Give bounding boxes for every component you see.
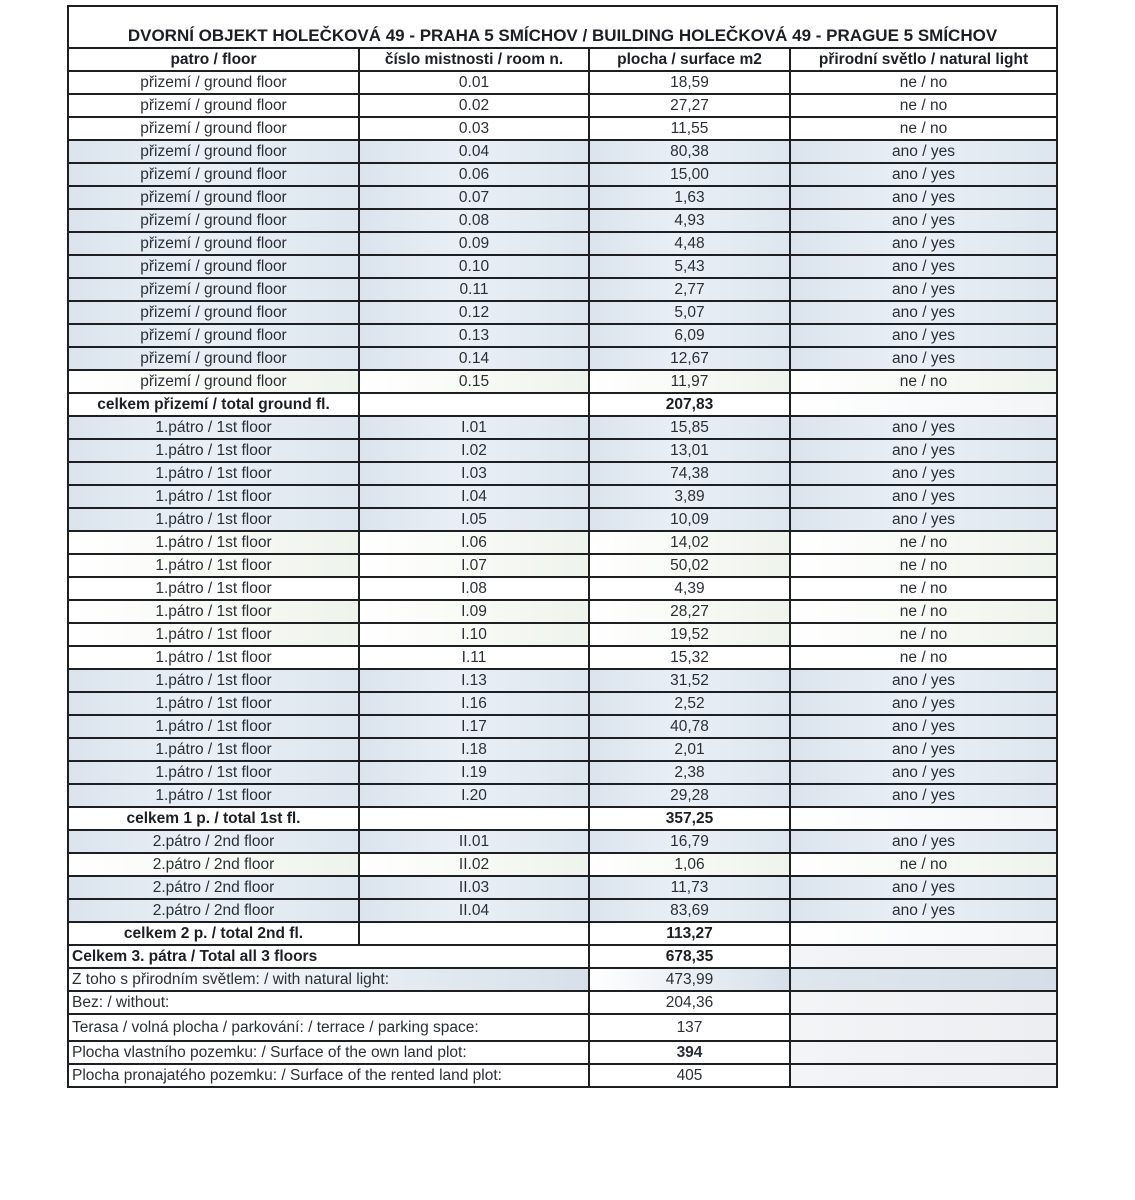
summary-row xyxy=(68,1041,1057,1064)
surface-cell: 11,73 xyxy=(589,876,790,899)
summary-label: Z toho s přirodním světlem: / with natural light: xyxy=(68,968,589,991)
room-number-cell: I.09 xyxy=(359,600,589,623)
natural-light-cell: ano / yes xyxy=(790,738,1057,761)
room-number-cell: 0.02 xyxy=(359,94,589,117)
summary-empty-cell xyxy=(790,1041,1057,1064)
floor-cell: přizemí / ground floor xyxy=(68,370,359,393)
floor-cell: přizemí / ground floor xyxy=(68,71,359,94)
natural-light-cell: ne / no xyxy=(790,370,1057,393)
surface-cell: 83,69 xyxy=(589,899,790,922)
table-row xyxy=(68,577,1057,600)
table-title-row xyxy=(68,6,1057,48)
summary-row xyxy=(68,968,1057,991)
table-header-row xyxy=(68,48,1057,71)
floor-cell: celkem 2 p. / total 2nd fl. xyxy=(68,922,359,945)
header-room-number: číslo mistnosti / room n. xyxy=(359,48,589,71)
natural-light-cell: ne / no xyxy=(790,577,1057,600)
floor-cell: 1.pátro / 1st floor xyxy=(68,646,359,669)
natural-light-cell: ano / yes xyxy=(790,209,1057,232)
surface-cell: 2,38 xyxy=(589,761,790,784)
table-row xyxy=(68,761,1057,784)
room-number-cell: 0.01 xyxy=(359,71,589,94)
summary-row xyxy=(68,945,1057,968)
floor-cell: přizemí / ground floor xyxy=(68,232,359,255)
surface-cell: 2,77 xyxy=(589,278,790,301)
table-row xyxy=(68,416,1057,439)
natural-light-cell: ne / no xyxy=(790,554,1057,577)
table-row xyxy=(68,692,1057,715)
surface-cell: 31,52 xyxy=(589,669,790,692)
room-number-cell: I.13 xyxy=(359,669,589,692)
surface-cell: 11,55 xyxy=(589,117,790,140)
floor-cell: přizemí / ground floor xyxy=(68,140,359,163)
table-row xyxy=(68,278,1057,301)
room-number-cell: 0.07 xyxy=(359,186,589,209)
natural-light-cell: ano / yes xyxy=(790,416,1057,439)
natural-light-cell xyxy=(790,393,1057,416)
table-row xyxy=(68,370,1057,393)
summary-row xyxy=(68,991,1057,1014)
surface-cell: 19,52 xyxy=(589,623,790,646)
natural-light-cell: ano / yes xyxy=(790,899,1057,922)
floor-cell: přizemí / ground floor xyxy=(68,117,359,140)
surface-cell: 29,28 xyxy=(589,784,790,807)
table-row xyxy=(68,508,1057,531)
natural-light-cell: ne / no xyxy=(790,71,1057,94)
summary-label: Bez: / without: xyxy=(68,991,589,1014)
natural-light-cell: ne / no xyxy=(790,531,1057,554)
room-area-sheet xyxy=(67,5,1056,1088)
surface-cell: 15,32 xyxy=(589,646,790,669)
floor-cell: celkem 1 p. / total 1st fl. xyxy=(68,807,359,830)
table-row xyxy=(68,600,1057,623)
subtotal-row xyxy=(68,393,1057,416)
table-row xyxy=(68,347,1057,370)
surface-cell: 80,38 xyxy=(589,140,790,163)
natural-light-cell: ano / yes xyxy=(790,784,1057,807)
surface-cell: 18,59 xyxy=(589,71,790,94)
floor-cell: 2.pátro / 2nd floor xyxy=(68,876,359,899)
room-number-cell: 0.06 xyxy=(359,163,589,186)
table-row xyxy=(68,255,1057,278)
natural-light-cell: ne / no xyxy=(790,623,1057,646)
surface-cell: 4,48 xyxy=(589,232,790,255)
table-row xyxy=(68,186,1057,209)
natural-light-cell: ne / no xyxy=(790,646,1057,669)
room-number-cell: I.18 xyxy=(359,738,589,761)
room-number-cell: I.10 xyxy=(359,623,589,646)
summary-label: Celkem 3. pátra / Total all 3 floors xyxy=(68,945,589,968)
floor-cell: 1.pátro / 1st floor xyxy=(68,761,359,784)
natural-light-cell: ne / no xyxy=(790,94,1057,117)
room-number-cell: 0.08 xyxy=(359,209,589,232)
floor-cell: 1.pátro / 1st floor xyxy=(68,738,359,761)
room-number-cell: 0.04 xyxy=(359,140,589,163)
surface-cell: 1,06 xyxy=(589,853,790,876)
floor-cell: 1.pátro / 1st floor xyxy=(68,577,359,600)
summary-empty-cell xyxy=(790,1064,1057,1087)
surface-cell: 4,39 xyxy=(589,577,790,600)
floor-cell: 1.pátro / 1st floor xyxy=(68,692,359,715)
floor-cell: přizemí / ground floor xyxy=(68,163,359,186)
table-row xyxy=(68,462,1057,485)
floor-cell: 2.pátro / 2nd floor xyxy=(68,899,359,922)
surface-cell: 2,52 xyxy=(589,692,790,715)
natural-light-cell: ne / no xyxy=(790,853,1057,876)
surface-cell: 5,43 xyxy=(589,255,790,278)
natural-light-cell: ano / yes xyxy=(790,669,1057,692)
room-number-cell: 0.15 xyxy=(359,370,589,393)
floor-cell: 1.pátro / 1st floor xyxy=(68,416,359,439)
table-row xyxy=(68,301,1057,324)
floor-cell: přizemí / ground floor xyxy=(68,324,359,347)
header-floor: patro / floor xyxy=(68,48,359,71)
natural-light-cell xyxy=(790,807,1057,830)
table-row xyxy=(68,94,1057,117)
natural-light-cell: ne / no xyxy=(790,117,1057,140)
room-number-cell xyxy=(359,922,589,945)
surface-cell: 3,89 xyxy=(589,485,790,508)
summary-empty-cell xyxy=(790,945,1057,968)
summary-label: Plocha pronajatého pozemku: / Surface of the rented land plot: xyxy=(68,1064,589,1087)
room-number-cell: I.07 xyxy=(359,554,589,577)
summary-empty-cell xyxy=(790,991,1057,1014)
surface-cell: 4,93 xyxy=(589,209,790,232)
floor-cell: 1.pátro / 1st floor xyxy=(68,439,359,462)
natural-light-cell: ano / yes xyxy=(790,462,1057,485)
surface-cell: 16,79 xyxy=(589,830,790,853)
floor-cell: 2.pátro / 2nd floor xyxy=(68,853,359,876)
surface-cell: 5,07 xyxy=(589,301,790,324)
room-number-cell: I.16 xyxy=(359,692,589,715)
table-row xyxy=(68,439,1057,462)
natural-light-cell xyxy=(790,922,1057,945)
room-number-cell: II.04 xyxy=(359,899,589,922)
subtotal-row xyxy=(68,922,1057,945)
surface-cell: 2,01 xyxy=(589,738,790,761)
summary-value: 204,36 xyxy=(589,991,790,1014)
header-surface: plocha / surface m2 xyxy=(589,48,790,71)
natural-light-cell: ano / yes xyxy=(790,186,1057,209)
room-number-cell: II.02 xyxy=(359,853,589,876)
subtotal-row xyxy=(68,807,1057,830)
surface-cell: 1,63 xyxy=(589,186,790,209)
surface-cell: 13,01 xyxy=(589,439,790,462)
surface-cell: 10,09 xyxy=(589,508,790,531)
room-number-cell: 0.11 xyxy=(359,278,589,301)
summary-empty-cell xyxy=(790,968,1057,991)
floor-cell: přizemí / ground floor xyxy=(68,301,359,324)
summary-value: 137 xyxy=(589,1014,790,1041)
room-number-cell: I.01 xyxy=(359,416,589,439)
room-number-cell: 0.13 xyxy=(359,324,589,347)
natural-light-cell: ano / yes xyxy=(790,255,1057,278)
summary-row xyxy=(68,1064,1057,1087)
table-row xyxy=(68,531,1057,554)
natural-light-cell: ano / yes xyxy=(790,876,1057,899)
table-row xyxy=(68,646,1057,669)
floor-cell: přizemí / ground floor xyxy=(68,186,359,209)
table-row xyxy=(68,853,1057,876)
table-row xyxy=(68,669,1057,692)
table-row xyxy=(68,71,1057,94)
floor-cell: 2.pátro / 2nd floor xyxy=(68,830,359,853)
table-row xyxy=(68,117,1057,140)
surface-cell: 27,27 xyxy=(589,94,790,117)
surface-cell: 15,00 xyxy=(589,163,790,186)
room-number-cell: 0.14 xyxy=(359,347,589,370)
natural-light-cell: ano / yes xyxy=(790,278,1057,301)
floor-cell: 1.pátro / 1st floor xyxy=(68,554,359,577)
surface-cell: 28,27 xyxy=(589,600,790,623)
document-title: DVORNÍ OBJEKT HOLEČKOVÁ 49 - PRAHA 5 SMÍCHOV / BUILDING HOLEČKOVÁ 49 - PRAGUE 5 SMÍCHOV xyxy=(68,6,1057,48)
natural-light-cell: ano / yes xyxy=(790,761,1057,784)
table-row xyxy=(68,232,1057,255)
surface-cell: 74,38 xyxy=(589,462,790,485)
table-row xyxy=(68,163,1057,186)
floor-cell: 1.pátro / 1st floor xyxy=(68,669,359,692)
table-row xyxy=(68,324,1057,347)
room-number-cell: I.17 xyxy=(359,715,589,738)
floor-cell: 1.pátro / 1st floor xyxy=(68,784,359,807)
summary-value: 473,99 xyxy=(589,968,790,991)
room-number-cell: I.06 xyxy=(359,531,589,554)
room-number-cell: I.05 xyxy=(359,508,589,531)
summary-value: 394 xyxy=(589,1041,790,1064)
table-row xyxy=(68,140,1057,163)
table-row xyxy=(68,554,1057,577)
table-row xyxy=(68,209,1057,232)
room-area-table xyxy=(67,5,1058,1088)
floor-cell: přizemí / ground floor xyxy=(68,278,359,301)
natural-light-cell: ano / yes xyxy=(790,485,1057,508)
table-row xyxy=(68,738,1057,761)
room-number-cell: I.02 xyxy=(359,439,589,462)
floor-cell: přizemí / ground floor xyxy=(68,209,359,232)
floor-cell: přizemí / ground floor xyxy=(68,94,359,117)
table-row xyxy=(68,899,1057,922)
header-natural-light: přirodní světlo / natural light xyxy=(790,48,1057,71)
natural-light-cell: ne / no xyxy=(790,600,1057,623)
surface-cell: 207,83 xyxy=(589,393,790,416)
floor-cell: 1.pátro / 1st floor xyxy=(68,531,359,554)
natural-light-cell: ano / yes xyxy=(790,508,1057,531)
surface-cell: 40,78 xyxy=(589,715,790,738)
surface-cell: 12,67 xyxy=(589,347,790,370)
room-number-cell xyxy=(359,393,589,416)
natural-light-cell: ano / yes xyxy=(790,232,1057,255)
room-number-cell: I.08 xyxy=(359,577,589,600)
natural-light-cell: ano / yes xyxy=(790,301,1057,324)
table-row xyxy=(68,876,1057,899)
surface-cell: 14,02 xyxy=(589,531,790,554)
floor-cell: 1.pátro / 1st floor xyxy=(68,600,359,623)
room-number-cell: 0.10 xyxy=(359,255,589,278)
natural-light-cell: ano / yes xyxy=(790,439,1057,462)
table-row xyxy=(68,830,1057,853)
floor-cell: 1.pátro / 1st floor xyxy=(68,508,359,531)
table-row xyxy=(68,715,1057,738)
natural-light-cell: ano / yes xyxy=(790,140,1057,163)
natural-light-cell: ano / yes xyxy=(790,163,1057,186)
natural-light-cell: ano / yes xyxy=(790,692,1057,715)
floor-cell: 1.pátro / 1st floor xyxy=(68,485,359,508)
room-number-cell xyxy=(359,807,589,830)
natural-light-cell: ano / yes xyxy=(790,830,1057,853)
floor-cell: 1.pátro / 1st floor xyxy=(68,623,359,646)
room-number-cell: II.03 xyxy=(359,876,589,899)
floor-cell: celkem přizemí / total ground fl. xyxy=(68,393,359,416)
surface-cell: 6,09 xyxy=(589,324,790,347)
natural-light-cell: ano / yes xyxy=(790,324,1057,347)
room-number-cell: I.20 xyxy=(359,784,589,807)
summary-row xyxy=(68,1014,1057,1041)
room-number-cell: I.03 xyxy=(359,462,589,485)
floor-cell: 1.pátro / 1st floor xyxy=(68,715,359,738)
room-number-cell: 0.03 xyxy=(359,117,589,140)
table-row xyxy=(68,623,1057,646)
room-number-cell: I.04 xyxy=(359,485,589,508)
summary-label: Plocha vlastního pozemku: / Surface of the own land plot: xyxy=(68,1041,589,1064)
summary-value: 405 xyxy=(589,1064,790,1087)
surface-cell: 113,27 xyxy=(589,922,790,945)
summary-value: 678,35 xyxy=(589,945,790,968)
surface-cell: 357,25 xyxy=(589,807,790,830)
surface-cell: 15,85 xyxy=(589,416,790,439)
surface-cell: 50,02 xyxy=(589,554,790,577)
floor-cell: přizemí / ground floor xyxy=(68,255,359,278)
natural-light-cell: ano / yes xyxy=(790,347,1057,370)
room-number-cell: I.11 xyxy=(359,646,589,669)
floor-cell: přizemí / ground floor xyxy=(68,347,359,370)
floor-cell: 1.pátro / 1st floor xyxy=(68,462,359,485)
table-row xyxy=(68,485,1057,508)
room-number-cell: 0.12 xyxy=(359,301,589,324)
room-number-cell: I.19 xyxy=(359,761,589,784)
table-row xyxy=(68,784,1057,807)
summary-empty-cell xyxy=(790,1014,1057,1041)
room-number-cell: 0.09 xyxy=(359,232,589,255)
natural-light-cell: ano / yes xyxy=(790,715,1057,738)
summary-label: Terasa / volná plocha / parkování: / terrace / parking space: xyxy=(68,1014,589,1041)
room-number-cell: II.01 xyxy=(359,830,589,853)
surface-cell: 11,97 xyxy=(589,370,790,393)
